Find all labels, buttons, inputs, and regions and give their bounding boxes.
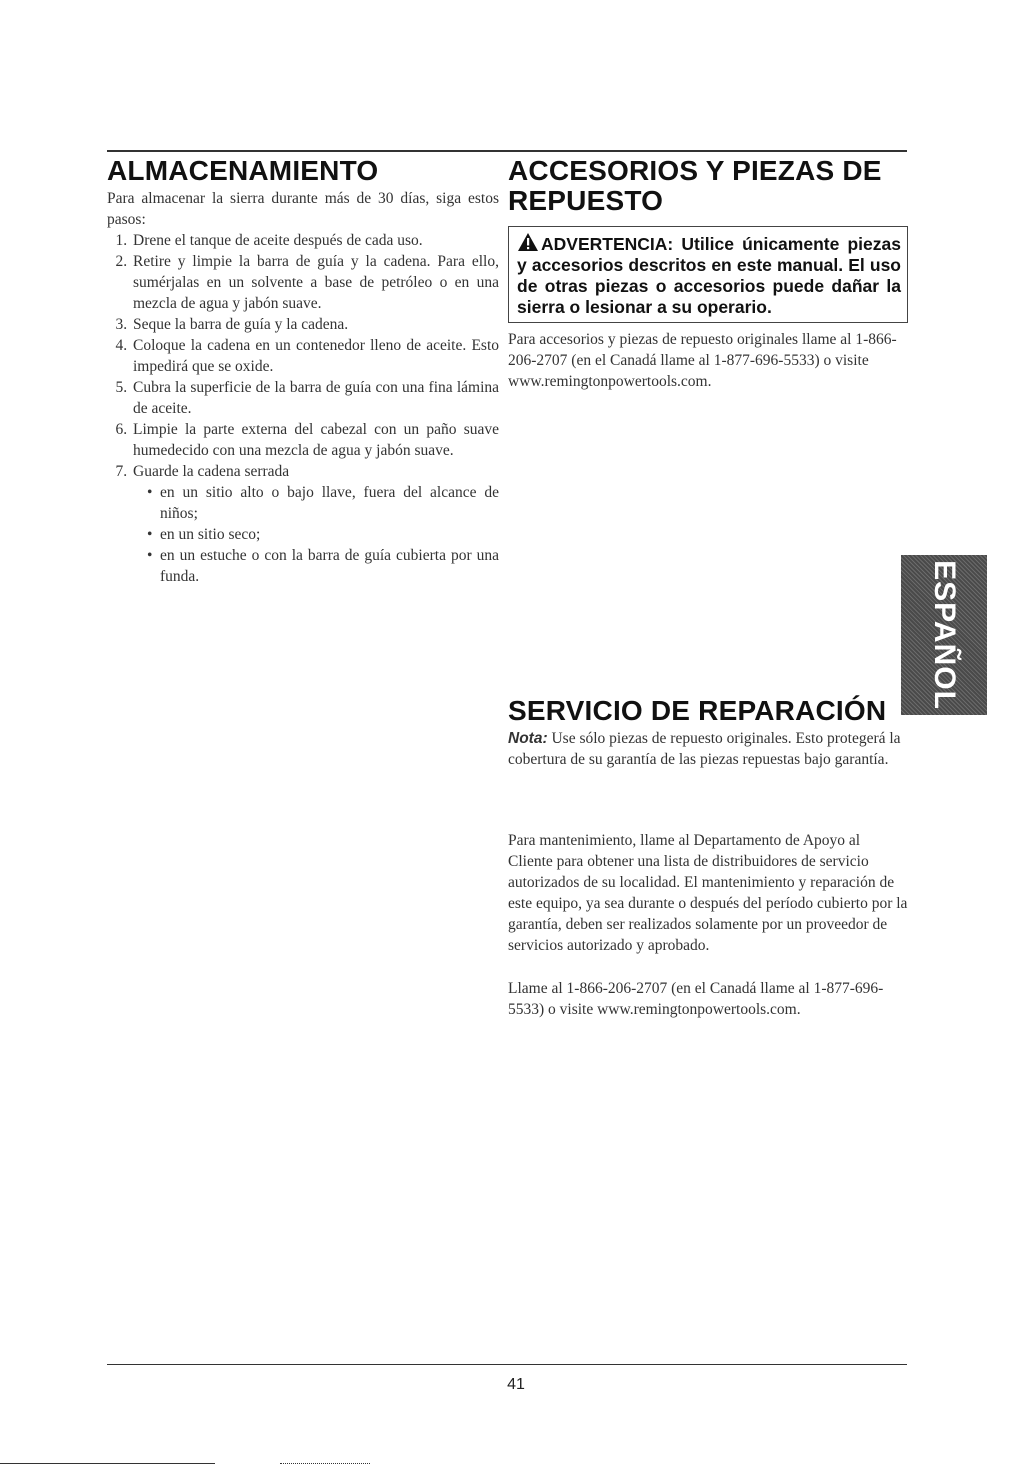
accessories-section	[508, 156, 908, 392]
storage-sub-bullet: • en un estuche o con la barra de guía cubierta por una funda.	[147, 545, 499, 587]
storage-section	[107, 156, 499, 587]
accessories-title: ACCESORIOS Y PIEZAS DE REPUESTO	[508, 155, 882, 216]
page-number: 41	[507, 1376, 525, 1393]
repair-note	[508, 728, 908, 770]
storage-sub-bullets	[133, 482, 499, 587]
storage-intro: Para almacenar la sierra durante más de 30 días, siga estos pasos:	[107, 190, 499, 228]
repair-title: SERVICIO DE REPARACIÓN	[508, 695, 887, 726]
repair-contact: Llame al 1-866-206-2707 (en el Canadá llame al 1-877-696-5533) o visite www.remingtonpowertools.com.	[508, 980, 884, 1018]
storage-sub-bullet: • en un sitio seco;	[147, 524, 499, 545]
accessories-body: Para accesorios y piezas de repuesto originales llame al 1-866-206-2707 (en el Canadá llame al 1-877-696-5533) o visite www.remingtonpowertools.com.	[508, 331, 897, 390]
storage-step: 2. Retire y limpie la barra de guía y la cadena. Para ello, sumérjalas en un solvente a base de petróleo o en una mezcla de agua y jabón suave.	[131, 251, 499, 314]
storage-title: ALMACENAMIENTO	[107, 155, 379, 186]
storage-step: 5. Cubra la superficie de la barra de guía con una fina lámina de aceite.	[131, 377, 499, 419]
scan-artifact-line	[0, 1463, 215, 1464]
bottom-rule	[107, 1364, 907, 1365]
language-tab-label: ESPAÑOL	[928, 560, 961, 710]
top-rule	[107, 150, 907, 152]
note-text: Use sólo piezas de repuesto originales. Esto protegerá la cobertura de su garantía de las piezas repuestas bajo garantía.	[508, 730, 901, 768]
repair-paragraph: Para mantenimiento, llame al Departamento de Apoyo al Cliente para obtener una lista de distribuidores de servicio autorizados de su localidad. El mantenimiento y reparación de este equipo, ya sea durante o después del período cubierto por la garantía, deben ser realizados solamente por un proveedor de servicios autorizado y aprobado.	[508, 832, 908, 954]
note-label: Nota:	[508, 730, 548, 747]
storage-step: 1. Drene el tanque de aceite después de cada uso.	[131, 230, 499, 251]
storage-steps	[107, 230, 499, 587]
storage-sub-bullet: • en un sitio alto o bajo llave, fuera del alcance de niños;	[147, 482, 499, 524]
storage-step: 6. Limpie la parte externa del cabezal con un paño suave humedecido con una mezcla de agua y jabón suave.	[131, 419, 499, 461]
storage-step: 4. Coloque la cadena en un contenedor lleno de aceite. Esto impedirá que se oxide.	[131, 335, 499, 377]
warning-triangle-icon	[517, 232, 539, 252]
repair-section	[508, 696, 908, 1020]
language-tab	[901, 555, 987, 715]
storage-step-text: Guarde la cadena serrada	[133, 463, 290, 480]
warning-label: ADVERTENCIA:	[541, 234, 674, 254]
scan-artifact-line	[280, 1463, 370, 1464]
right-column	[508, 155, 908, 1018]
warning-text: Utilice únicamente piezas y accesorios descritos en este manual. El uso de otras piezas o accesorios puede dañar la sierra o lesionar a su operario.	[517, 234, 901, 317]
warning-box	[508, 226, 908, 323]
storage-step: 3. Seque la barra de guía y la cadena.	[131, 314, 499, 335]
storage-step	[131, 461, 499, 587]
